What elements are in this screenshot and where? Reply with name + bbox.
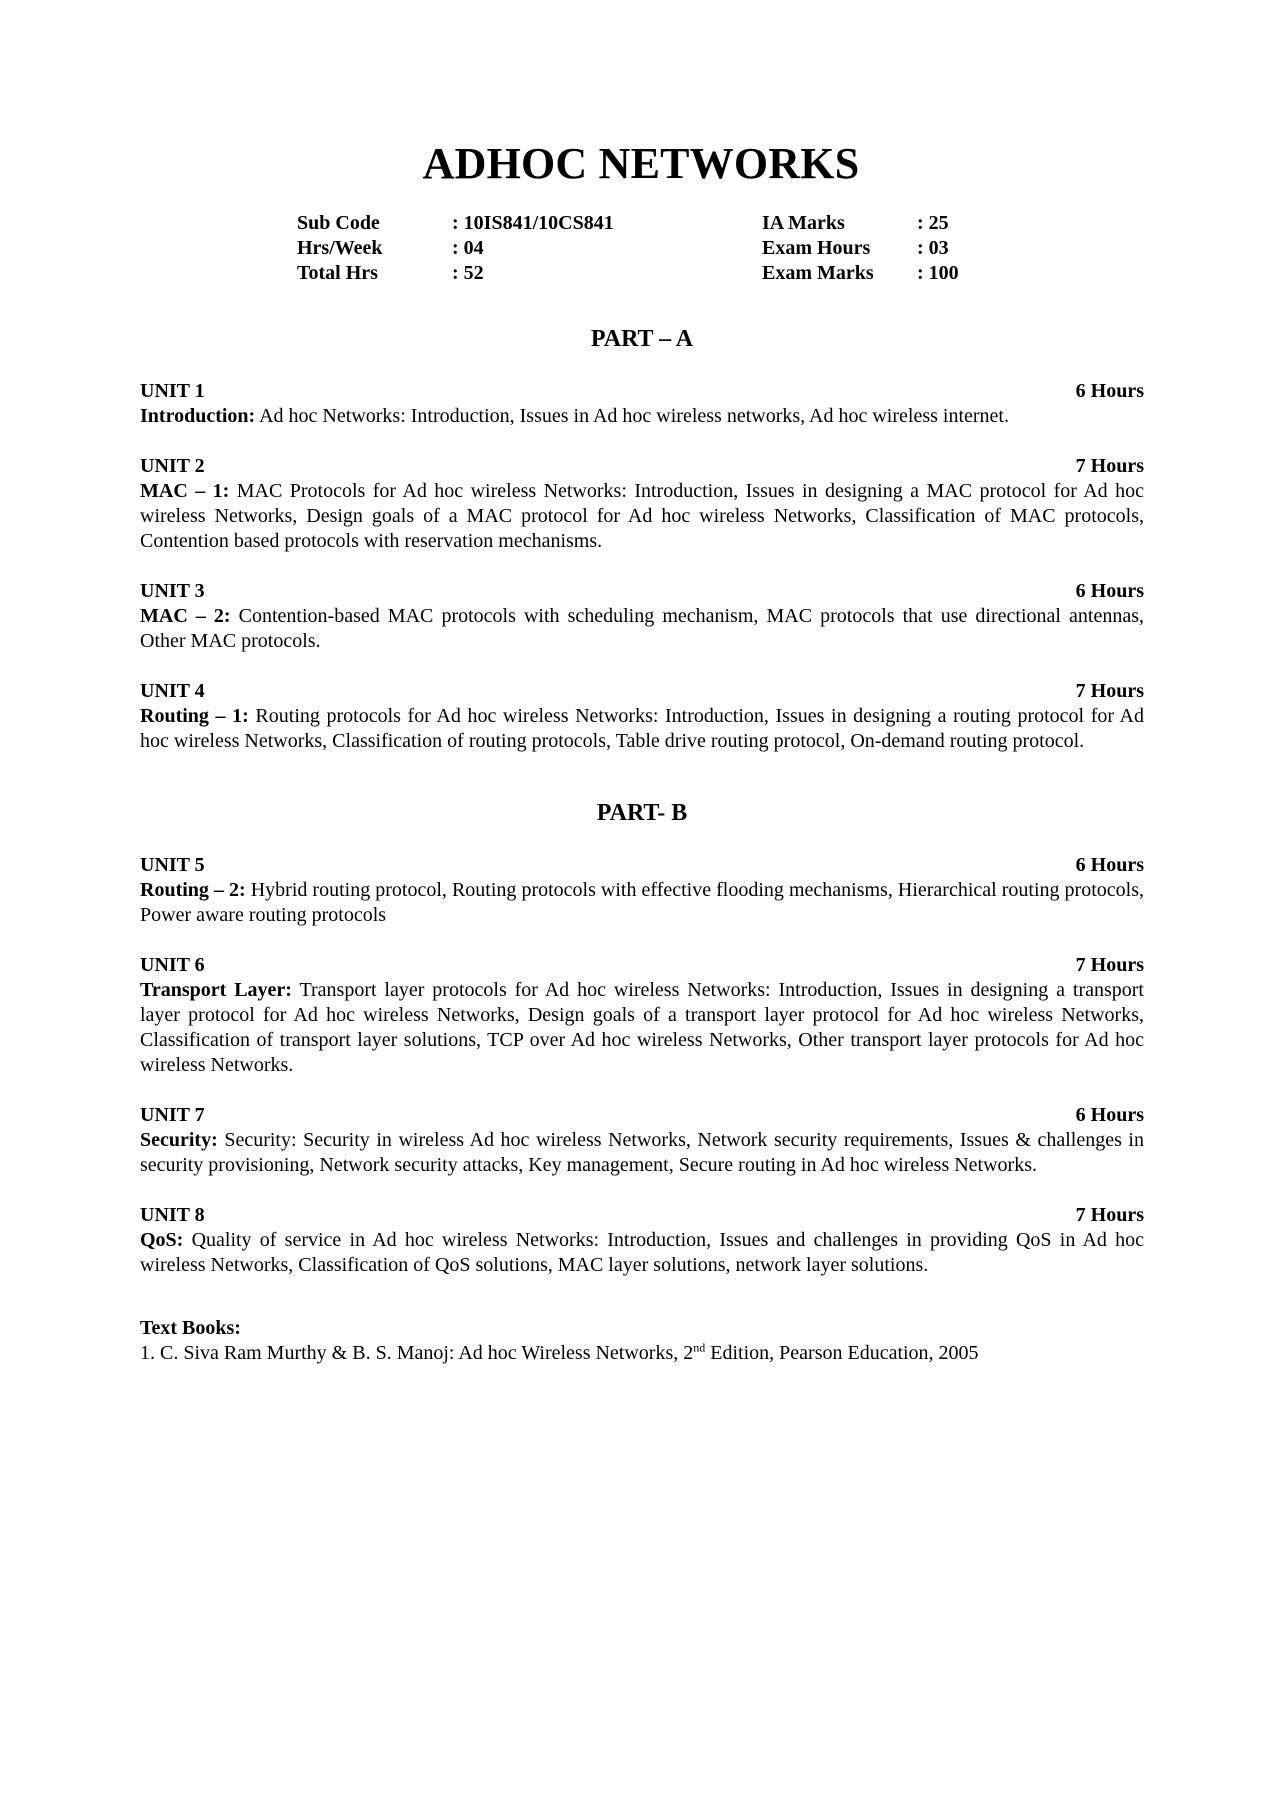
- unit-description: [140, 878, 1144, 928]
- unit-header: [140, 853, 1144, 878]
- ia-marks-value: : 25: [917, 212, 949, 234]
- unit-topic: Security:: [140, 1129, 218, 1151]
- unit-text: Security: Security in wireless Ad hoc wireless Networks, Network security requirements, Issues & challenges in security provisioning, Network security attacks, Key management, Secure routing in Ad hoc wireless Networks.: [140, 1129, 1144, 1176]
- unit-header: [140, 679, 1144, 704]
- text-books-heading: Text Books:: [140, 1317, 241, 1339]
- page-title: ADHOC NETWORKS: [422, 139, 860, 188]
- unit-name: UNIT 2: [140, 455, 205, 477]
- unit-topic: Routing – 1:: [140, 705, 249, 727]
- unit-topic: Transport Layer:: [140, 979, 292, 1001]
- part-a-heading: PART – A: [590, 326, 694, 352]
- unit-8: [140, 1203, 1144, 1278]
- unit-topic: MAC – 2:: [140, 605, 231, 627]
- total-hrs-value: : 52: [452, 262, 484, 284]
- unit-header: [140, 579, 1144, 604]
- unit-name: UNIT 8: [140, 1204, 205, 1226]
- unit-4: [140, 679, 1144, 754]
- unit-name: UNIT 1: [140, 380, 205, 402]
- text-book-citation-end: Edition, Pearson Education, 2005: [705, 1342, 979, 1364]
- hrs-week-value: : 04: [452, 237, 484, 259]
- unit-hours: 7 Hours: [1075, 1204, 1144, 1226]
- unit-text: MAC Protocols for Ad hoc wireless Networks: Introduction, Issues in designing a MAC protocol for Ad hoc wireless Networks, Design goals of a MAC protocol for Ad hoc wireless Networks, Classification of MAC protocols, Contention based protocols with reservation mechanisms.: [140, 480, 1144, 552]
- unit-description: [140, 479, 1144, 554]
- unit-topic: MAC – 1:: [140, 480, 230, 502]
- unit-topic: QoS:: [140, 1229, 184, 1251]
- text-books-section: [140, 1316, 1144, 1366]
- unit-header: [140, 454, 1144, 479]
- unit-text: Ad hoc Networks: Introduction, Issues in Ad hoc wireless networks, Ad hoc wireless internet.: [255, 405, 1009, 427]
- unit-header: [140, 1203, 1144, 1228]
- unit-header: [140, 379, 1144, 404]
- unit-2: [140, 454, 1144, 554]
- text-book-edition-suffix: nd: [693, 1340, 706, 1355]
- unit-text: Transport layer protocols for Ad hoc wireless Networks: Introduction, Issues in designing a transport layer protocol for Ad hoc wireless Networks, Design goals of a transport layer protocol for Ad hoc wireless Networks, Classification of transport layer solutions, TCP over Ad hoc wireless Networks, Other transport layer protocols for Ad hoc wireless Networks.: [140, 979, 1144, 1076]
- exam-marks-value: : 100: [917, 262, 959, 284]
- unit-text: Hybrid routing protocol, Routing protocols with effective flooding mechanisms, Hierarchical routing protocols, Power aware routing protocols: [140, 879, 1144, 926]
- unit-topic: Routing – 2:: [140, 879, 246, 901]
- unit-3: [140, 579, 1144, 654]
- unit-hours: 6 Hours: [1075, 380, 1144, 402]
- unit-name: UNIT 3: [140, 580, 205, 602]
- unit-hours: 6 Hours: [1075, 1104, 1144, 1126]
- unit-description: [140, 404, 1144, 429]
- unit-1: [140, 379, 1144, 429]
- unit-description: [140, 604, 1144, 654]
- unit-header: [140, 953, 1144, 978]
- total-hrs-label: Total Hrs: [297, 262, 378, 284]
- exam-hours-label: Exam Hours: [762, 237, 871, 259]
- text-book-citation-start: 1. C. Siva Ram Murthy & B. S. Manoj: Ad hoc Wireless Networks, 2: [140, 1342, 694, 1364]
- ia-marks-label: IA Marks: [762, 212, 845, 234]
- unit-6: [140, 953, 1144, 1078]
- unit-text: Routing protocols for Ad hoc wireless Networks: Introduction, Issues in designing a routing protocol for Ad hoc wireless Networks, Classification of routing protocols, Table drive routing protocol, On-demand routing protocol.: [140, 705, 1144, 752]
- unit-hours: 6 Hours: [1075, 854, 1144, 876]
- unit-name: UNIT 7: [140, 1104, 205, 1126]
- sub-code-label: Sub Code: [297, 212, 380, 234]
- unit-hours: 7 Hours: [1075, 954, 1144, 976]
- unit-5: [140, 853, 1144, 928]
- part-b-heading: PART- B: [596, 800, 688, 826]
- unit-hours: 7 Hours: [1075, 455, 1144, 477]
- unit-header: [140, 1103, 1144, 1128]
- text-book-item: [140, 1341, 1144, 1366]
- unit-name: UNIT 6: [140, 954, 205, 976]
- unit-hours: 6 Hours: [1075, 580, 1144, 602]
- sub-code-value: : 10IS841/10CS841: [452, 212, 614, 234]
- unit-name: UNIT 5: [140, 854, 205, 876]
- unit-description: [140, 1228, 1144, 1278]
- unit-text: Contention-based MAC protocols with scheduling mechanism, MAC protocols that use directional antennas, Other MAC protocols.: [140, 605, 1144, 652]
- exam-hours-value: : 03: [917, 237, 949, 259]
- unit-7: [140, 1103, 1144, 1178]
- unit-name: UNIT 4: [140, 680, 205, 702]
- syllabus-page: [140, 138, 1144, 1366]
- unit-text: Quality of service in Ad hoc wireless Networks: Introduction, Issues and challenges in providing QoS in Ad hoc wireless Networks, Classification of QoS solutions, MAC layer solutions, network layer solutions.: [140, 1229, 1144, 1276]
- course-meta: [297, 211, 977, 286]
- unit-description: [140, 978, 1144, 1078]
- hrs-week-label: Hrs/Week: [297, 237, 383, 259]
- unit-hours: 7 Hours: [1075, 680, 1144, 702]
- unit-description: [140, 704, 1144, 754]
- unit-topic: Introduction:: [140, 405, 256, 427]
- exam-marks-label: Exam Marks: [762, 262, 874, 284]
- unit-description: [140, 1128, 1144, 1178]
